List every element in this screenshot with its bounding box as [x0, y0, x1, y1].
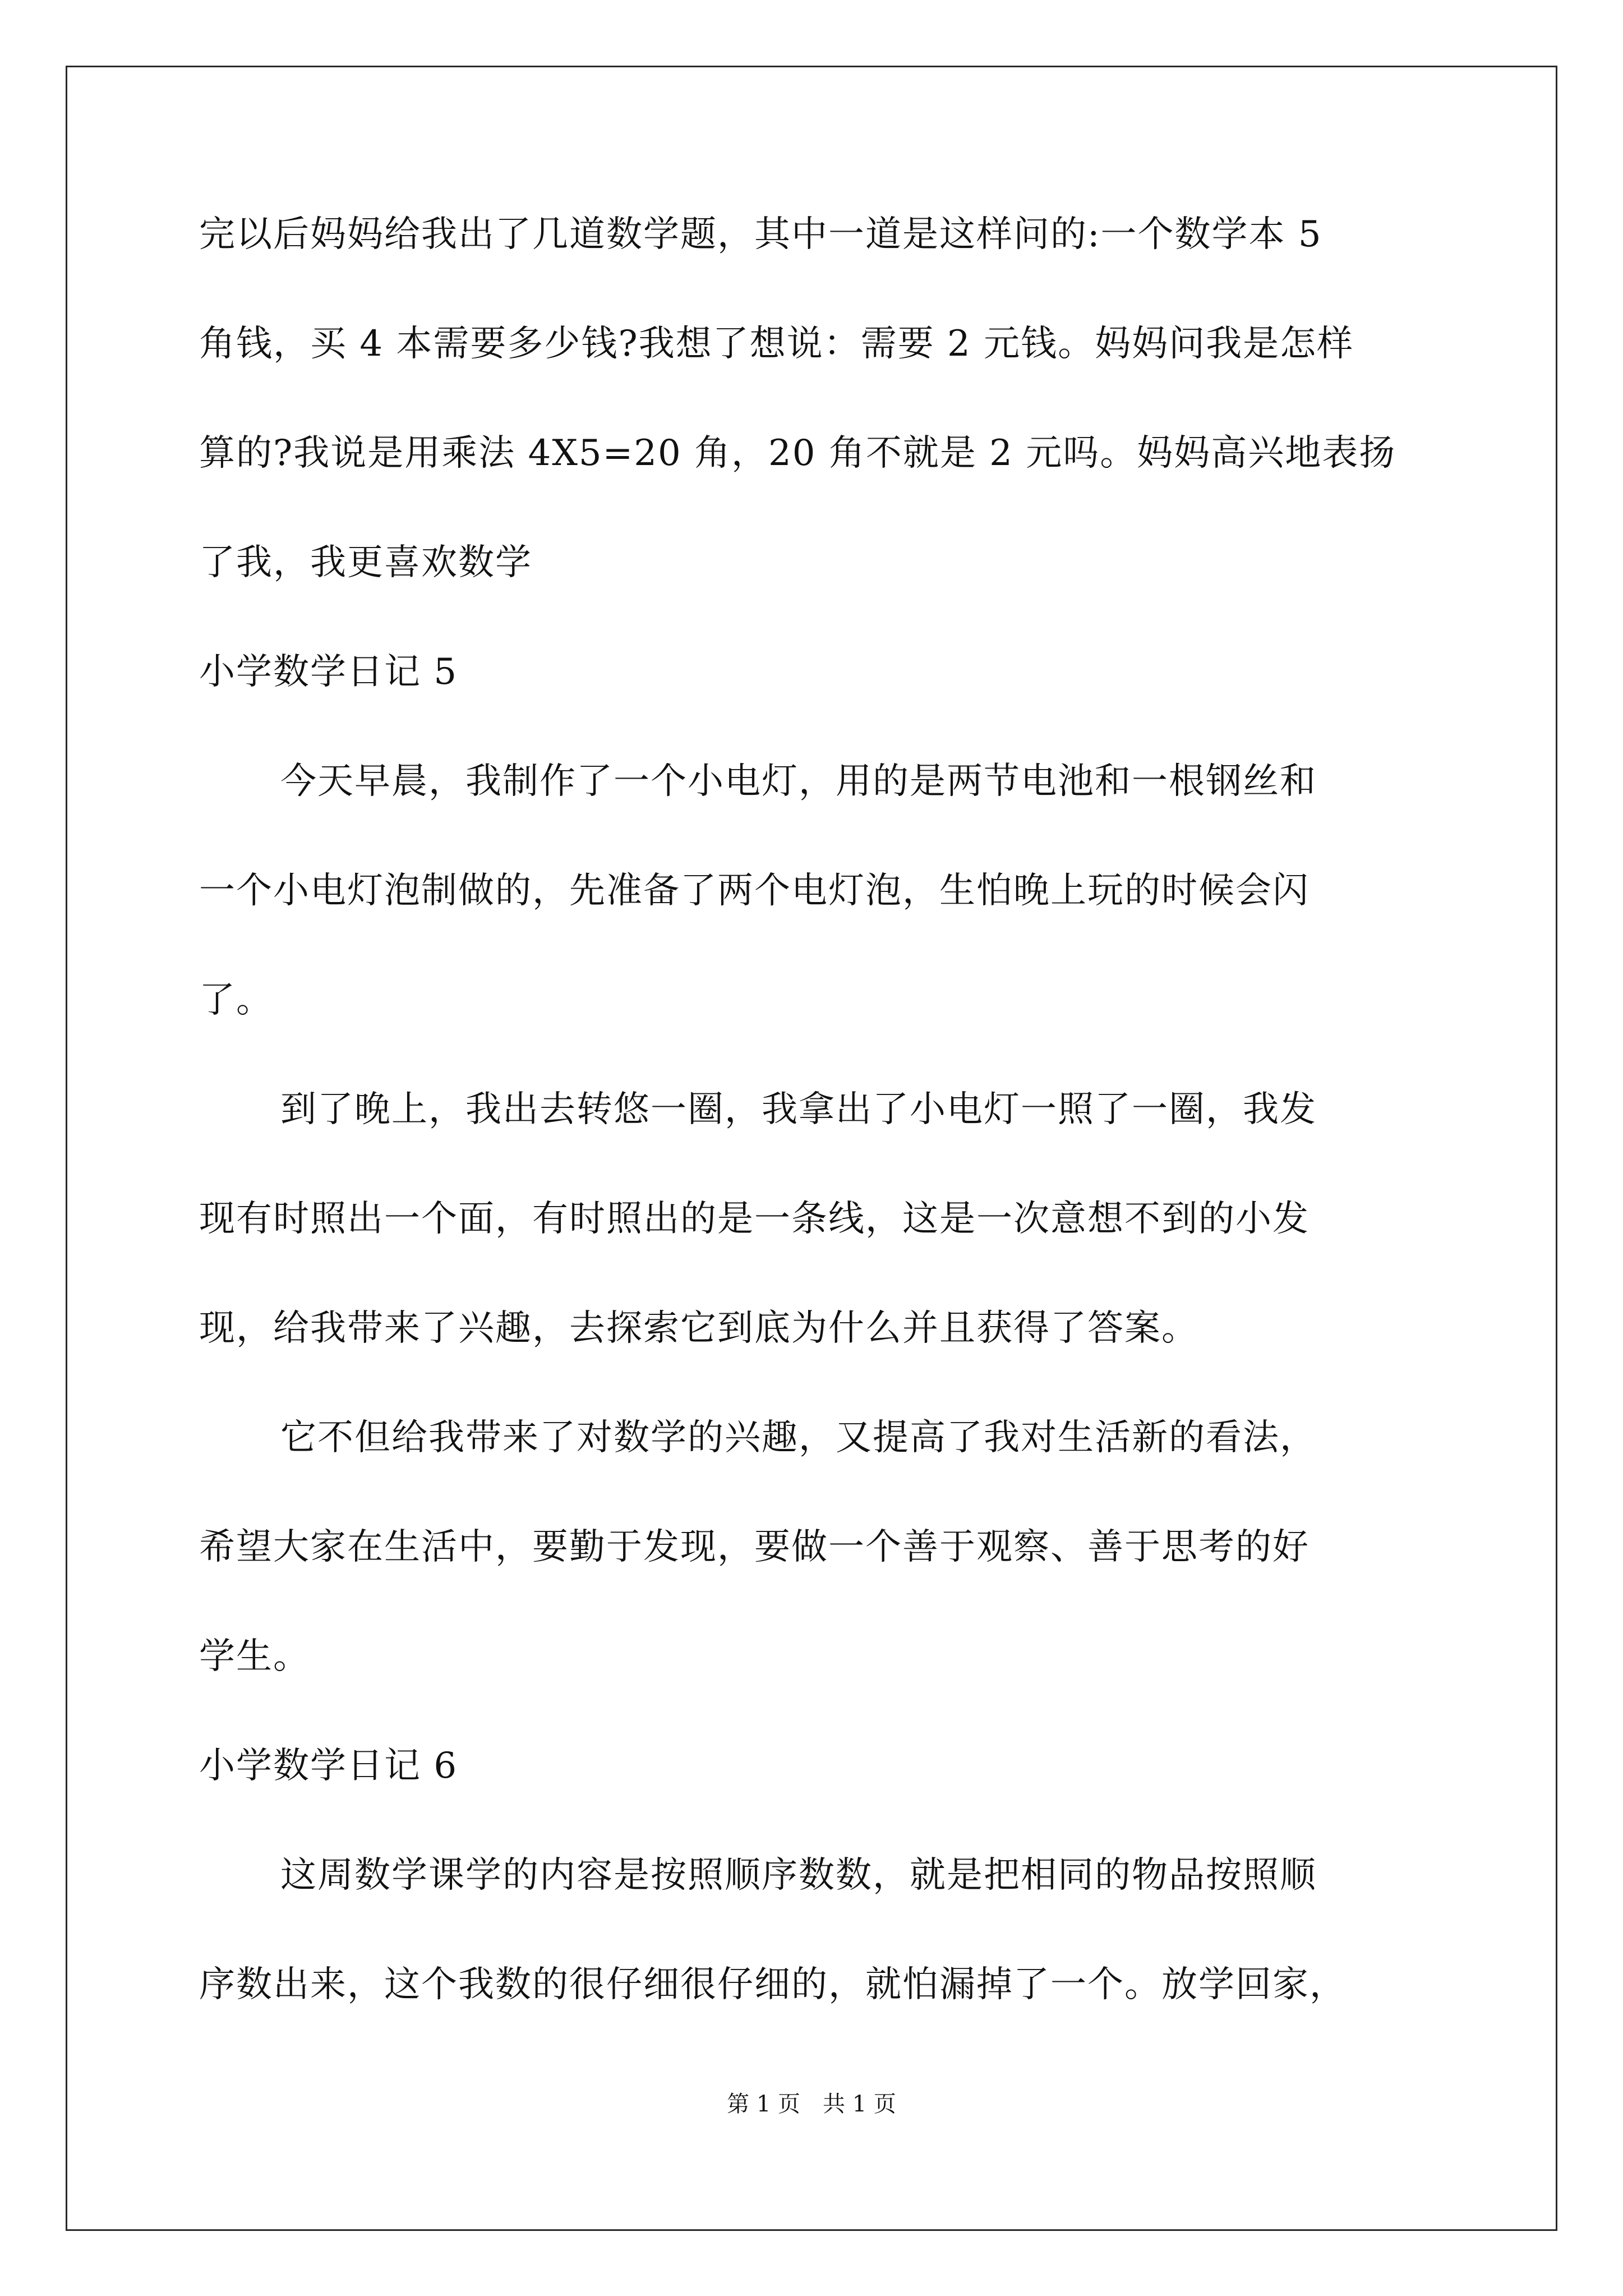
- section-heading-diary-5: 小学数学日记 5: [199, 651, 458, 693]
- paragraph-line: 希望大家在生活中，要勤于发现，要做一个善于观察、善于思考的好: [199, 1526, 1310, 1568]
- paragraph-line: 一个小电灯泡制做的，先准备了两个电灯泡，生怕晚上玩的时候会闪: [199, 870, 1310, 912]
- page-border: [66, 66, 1557, 2231]
- paragraph-line: 这周数学课学的内容是按照顺序数数，就是把相同的物品按照顺: [280, 1855, 1317, 1896]
- paragraph-line: 算的?我说是用乘法 4X5=20 角，20 角不就是 2 元吗。妈妈高兴地表扬: [199, 432, 1396, 474]
- paragraph-line: 序数出来，这个我数的很仔细很仔细的，就怕漏掉了一个。放学回家，: [199, 1964, 1347, 2005]
- paragraph-line: 到了晚上，我出去转悠一圈，我拿出了小电灯一照了一圈，我发: [280, 1089, 1317, 1130]
- paragraph-line: 今天早晨，我制作了一个小电灯，用的是两节电池和一根钢丝和: [280, 761, 1317, 802]
- paragraph-line: 它不但给我带来了对数学的兴趣，又提高了我对生活新的看法，: [280, 1417, 1317, 1458]
- paragraph-line: 学生。: [199, 1636, 310, 1677]
- paragraph-line: 角钱，买 4 本需要多少钱?我想了想说：需要 2 元钱。妈妈问我是怎样: [199, 323, 1354, 365]
- paragraph-line: 完以后妈妈给我出了几道数学题，其中一道是这样问的:一个数学本 5: [199, 214, 1322, 255]
- paragraph-line: 了我，我更喜欢数学: [199, 542, 532, 583]
- section-heading-diary-6: 小学数学日记 6: [199, 1745, 458, 1787]
- paragraph-line: 现，给我带来了兴趣，去探索它到底为什么并且获得了答案。: [199, 1308, 1198, 1349]
- page-footer: 第 1 页 共 1 页: [727, 2091, 896, 2117]
- paragraph-line: 现有时照出一个面，有时照出的是一条线，这是一次意想不到的小发: [199, 1198, 1310, 1240]
- paragraph-line: 了。: [199, 979, 273, 1021]
